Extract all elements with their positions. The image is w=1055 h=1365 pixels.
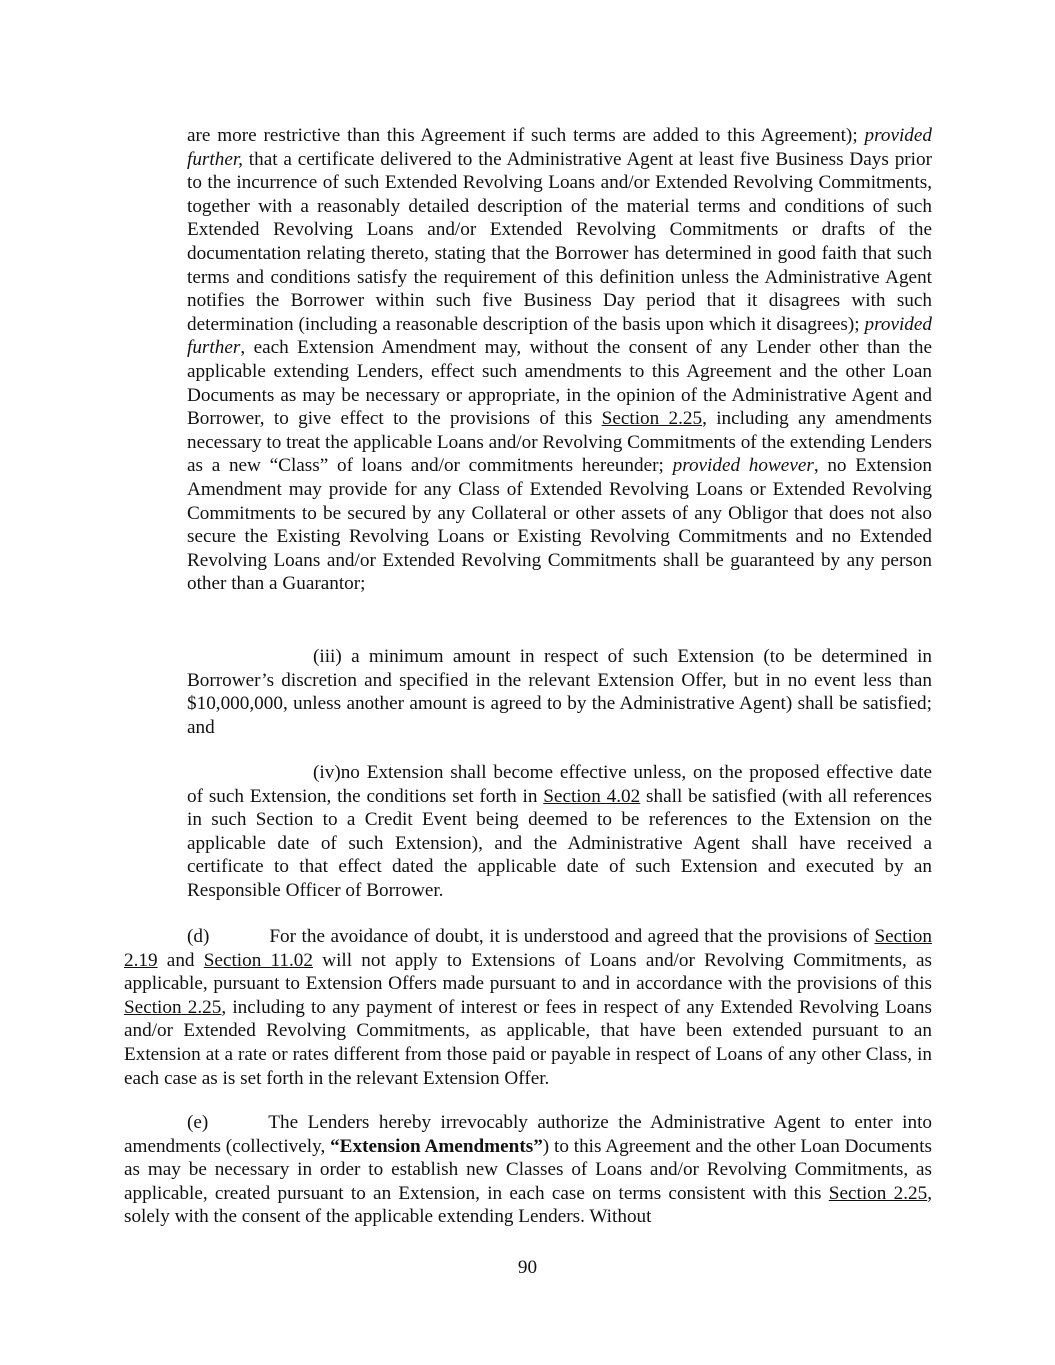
intro-provided-further-1: provided further, [187,125,932,170]
paragraph-e-text-1: The Lenders hereby irrevocably authorize the Administrative Agent to enter into amendments (collectively, [124,1112,932,1157]
clause-iv-text-1: (iv)no Extension shall become effective unless, on the proposed effective date of such Extension, the conditions set forth in [187,762,932,807]
intro-provided-however: provided however [672,455,814,477]
paragraph-d-label: (d) [187,926,210,947]
paragraph-d [124,925,932,1090]
intro-text-5: , no Extension Amendment may provide for any Class of Extended Revolving Loans or Extended Revolving Commitments to be secured by any Collateral or other assets of any Obligor that does not also secure the Existing Revolving Loans or Existing Revolving Commitments and no Extended Revolving Loans and/or Extended Revolving Commitments shall be guaranteed by any person other than a Guarantor; [187,455,932,595]
paragraph-iii [187,645,932,739]
paragraph-iv [187,761,932,903]
section-4-02-reference[interactable]: Section 4.02 [543,785,641,807]
paragraph-d-text-1: For the avoidance of doubt, it is understood and agreed that the provisions of [269,926,875,947]
section-2-25-reference[interactable]: Section 2.25 [601,408,703,430]
paragraph-d-text-4: , including to any payment of interest or fees in respect of any Extended Revolving Loans and/or Extended Revolving Commitments, as applicable, that have been extended pursuant to an Extension at a rate or rates different from those paid or payable in respect of Loans of any other Class, in each case as is set forth in the relevant Extension Offer. [124,996,932,1089]
intro-provided-further-2: provided further [187,313,932,359]
page-number: 90 [517,1257,538,1278]
clause-iv-text-2: shall be satisfied (with all references in such Section to a Credit Event being deemed to be references to the Extension on the applicable date of such Extension), and the Administrative Agent shall have received a certificate to that effect dated the applicable date of such Extension and executed by an Responsible Officer of Borrower. [187,785,932,901]
intro-text-1: are more restrictive than this Agreement if such terms are added to this Agreement); [187,125,858,146]
intro-text-4: , including any amendments necessary to treat the applicable Loans and/or Revolving Commitments of the extending Lenders as a new “Class” of loans and/or commitments hereunder; [187,408,932,477]
extension-amendments-term: “Extension Amendments” [330,1135,543,1157]
section-2-19-reference[interactable]: Section 2.19 [124,926,932,971]
intro-text-2: that a certificate delivered to the Administrative Agent at least five Business Days prior to the incurrence of such Extended Revolving Loans and/or Extended Revolving Commitments, together with a reasonably detailed description of the material terms and conditions of such Extended Revolving Loans and/or Extended Revolving Commitments or drafts of the documentation relating thereto, stating that the Borrower has determined in good faith that such terms and conditions satisfy the requirement of this definition unless the Administrative Agent notifies the Borrower within such five Business Day period that it disagrees with such determination (including a reasonable description of the basis upon which it disagrees); [187,148,932,335]
paragraph-e [124,1111,932,1229]
paragraph-e-label: (e) [187,1112,209,1133]
paragraph-e-text-3: , solely with the consent of the applicable extending Lenders. Without [124,1182,932,1228]
section-2-25-reference[interactable]: Section 2.25 [124,996,222,1018]
paragraph-e-text-2: ) to this Agreement and the other Loan Documents as may be necessary in order to establish new Classes of Loans and/or Revolving Commitments, as applicable, created pursuant to an Extension, in each case on terms consistent with this [124,1135,933,1204]
section-11-02-reference[interactable]: Section 11.02 [203,949,313,971]
intro-text-3: , each Extension Amendment may, without the consent of any Lender other than the applicable extending Lenders, effect such amendments to this Agreement and the other Loan Documents as may be necessary or appropriate, in the opinion of the Administrative Agent and Borrower, to give effect to the provisions of this [187,337,932,430]
clause-iii-text: (iii) a minimum amount in respect of such Extension (to be determined in Borrower’s discretion and specified in the relevant Extension Offer, but in no event less than $10,000,000, unless another amount is agreed to by the Administrative Agent) shall be satisfied; and [187,646,932,738]
paragraph-intro-continuation [187,124,932,596]
section-2-25-reference[interactable]: Section 2.25 [828,1182,928,1204]
paragraph-d-text-2: and [157,949,204,971]
paragraph-d-text-3: will not apply to Extensions of Loans and/or Revolving Commitments, as applicable, pursuant to Extension Offers made pursuant to and in accordance with the provisions of this [124,949,932,995]
